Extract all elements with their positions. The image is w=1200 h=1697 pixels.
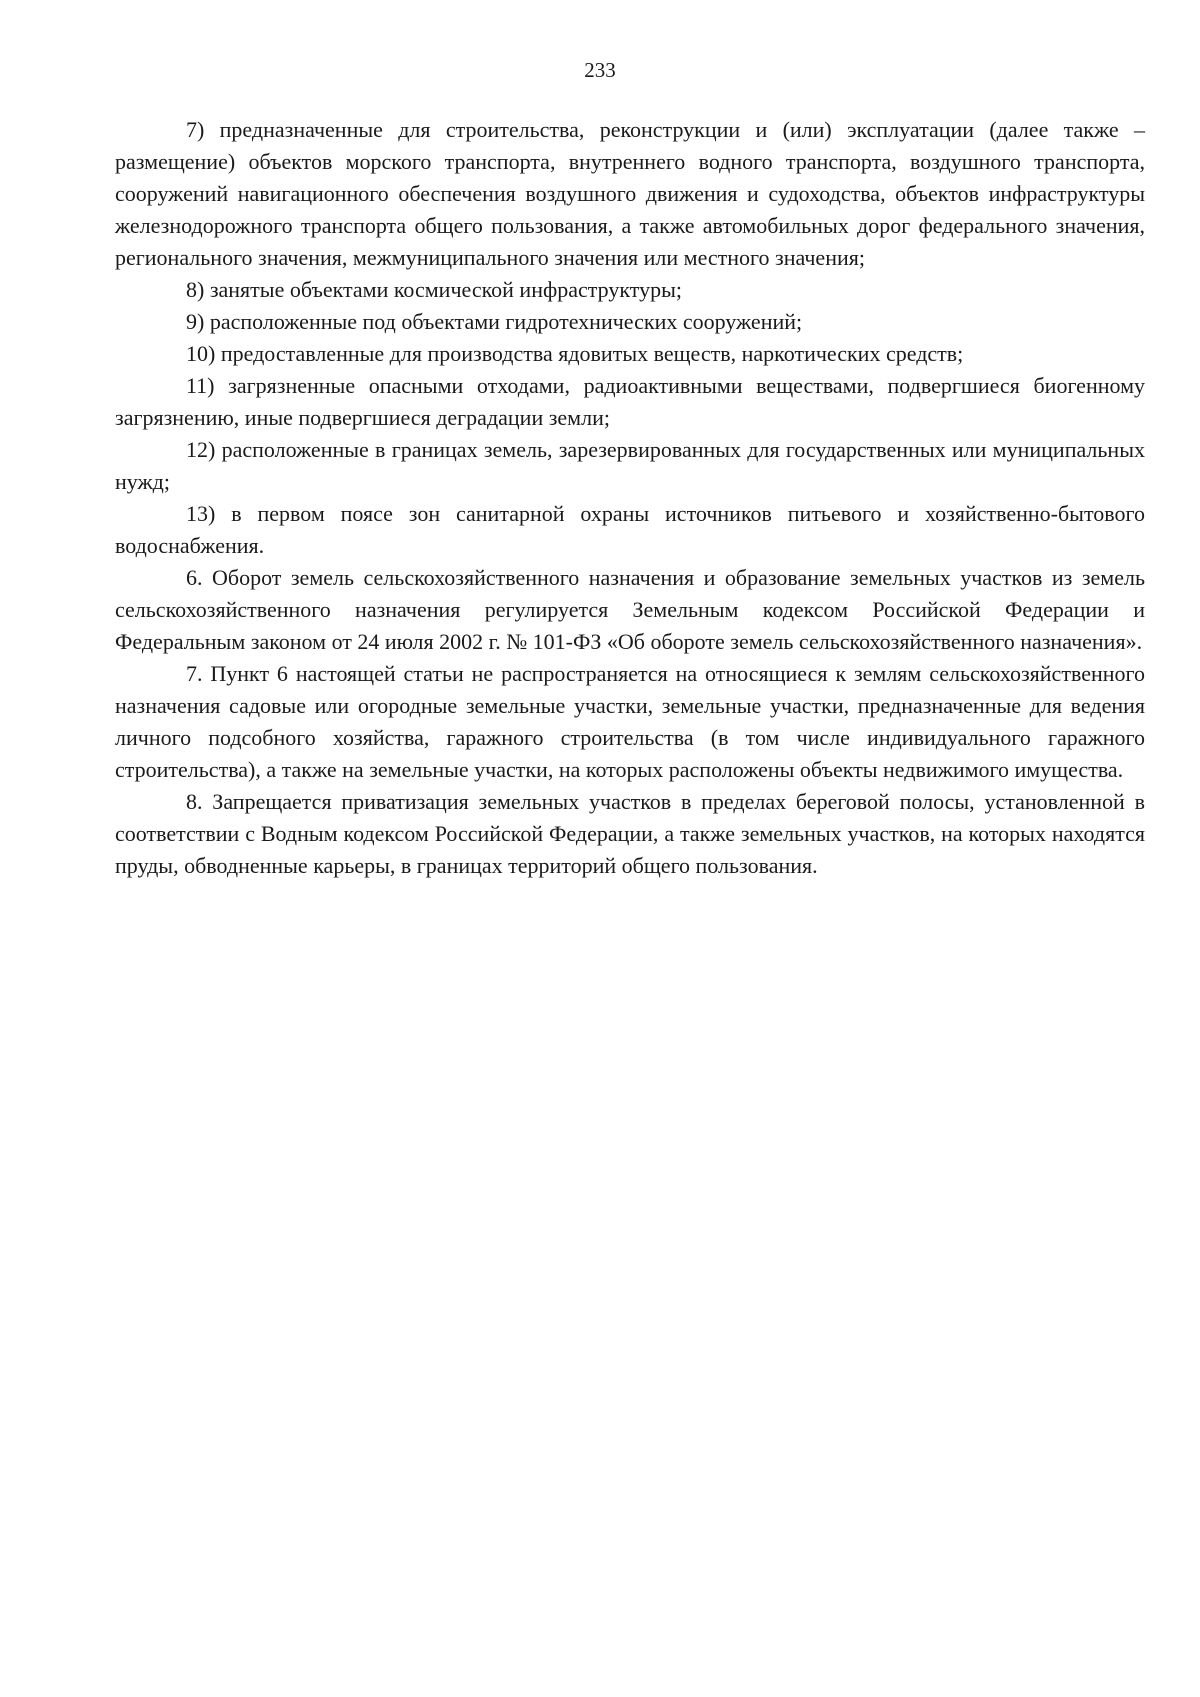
paragraph-point-6: 6. Оборот земель сельскохозяйственного назначения и образование земельных участков из земель сельскохозяйственного назначения регулируется Земельным кодексом Российской Федерации и Федеральным законом от 24 июля 2002 г. № 101-ФЗ «Об обороте земель сельскохозяйственного назначения». <box>115 565 1145 654</box>
paragraph-item-12: 12) расположенные в границах земель, зарезервированных для государственных или муниципальных нужд; <box>115 437 1145 494</box>
page-number: 233 <box>584 58 616 82</box>
paragraph-point-7: 7. Пункт 6 настоящей статьи не распространяется на относящиеся к землям сельскохозяйственного назначения садовые или огородные земельные участки, земельные участки, предназначенные для ведения личного подсобного хозяйства, гаражного строительства (в том числе индивидуального гаражного строительства), а также на земельные участки, на которых расположены объекты недвижимого имущества. <box>115 661 1145 782</box>
paragraph-item-13: 13) в первом поясе зон санитарной охраны источников питьевого и хозяйственно-бытового водоснабжения. <box>115 501 1145 558</box>
paragraph-item-8: 8) занятые объектами космической инфраструктуры; <box>186 277 682 302</box>
paragraph-item-9: 9) расположенные под объектами гидротехнических сооружений; <box>186 309 803 334</box>
paragraph-item-11: 11) загрязненные опасными отходами, радиоактивными веществами, подвергшиеся биогенному загрязнению, иные подвергшиеся деградации земли; <box>115 373 1145 430</box>
paragraph-point-8: 8. Запрещается приватизация земельных участков в пределах береговой полосы, установленной в соответствии с Водным кодексом Российской Федерации, а также земельных участков, на которых находятся пруды, обводненные карьеры, в границах территорий общего пользования. <box>115 789 1145 878</box>
paragraph-item-7: 7) предназначенные для строительства, реконструкции и (или) эксплуатации (далее также – размещение) объектов морского транспорта, внутреннего водного транспорта, воздушного транспорта, сооружений навигационного обеспечения воздушного движения и судоходства, объектов инфраструктуры железнодорожного транспорта общего пользования, а также автомобильных дорог федерального значения, регионального значения, межмуниципального значения или местного значения; <box>115 117 1145 270</box>
document-body <box>115 114 1145 882</box>
paragraph-item-10: 10) предоставленные для производства ядовитых веществ, наркотических средств; <box>186 341 964 366</box>
